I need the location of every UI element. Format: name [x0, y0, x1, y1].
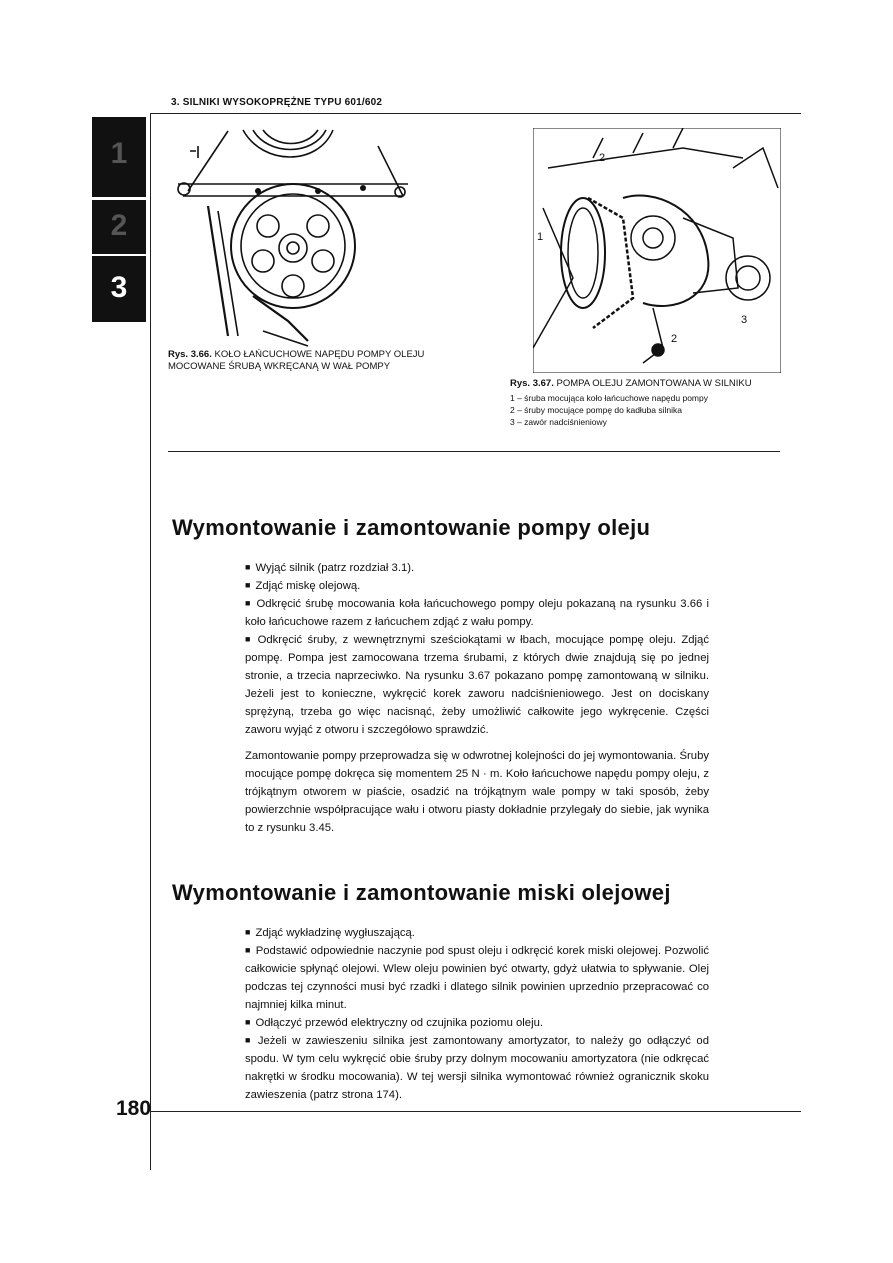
chapter-header: 3. SILNIKI WYSOKOPRĘŻNE TYPU 601/602: [171, 97, 383, 108]
section-title-oil-pump: Wymontowanie i zamontowanie pompy oleju: [172, 515, 651, 540]
footer-rule: [150, 1111, 801, 1112]
step-item: ■ Jeżeli w zawieszeniu silnika jest zamontowany amortyzator, to należy go odłączyć od spodu. W tym celu wykręcić obie śruby przy dolnym mocowaniu amortyzatora (nie odkręcać nakrętki w środku mocowania). W tej wersji silnika wymontować również ogranicznik skoku zawieszenia (patrz strona 174).: [245, 1032, 709, 1104]
chapter-tab-3-label: 3: [110, 271, 128, 304]
figure-separator-rule: [168, 451, 780, 452]
figure-3-67-callout-3: 3: [741, 314, 748, 326]
chapter-tab-2-label: 2: [110, 209, 128, 242]
step-item: ■ Odkręcić śruby, z wewnętrznymi sześciokątami w łbach, mocujące pompę oleju. Zdjąć pompę. Pompa jest zamocowana trzema śrubami, z których dwie znajdują się po jednej stronie, a trzecia naprzeciwko. Na rysunku 3.67 pokazano pompę zamontowaną w silniku. Jeżeli jest to konieczne, wykręcić korek zaworu nadciśnieniowego. Jest on dociskany sprężyną, trzeba go więc nacisnąć, żeby umożliwić całkowite jego wykręcenie. Części zaworu wyjąć z otworu i szczegółowo sprawdzić.: [245, 631, 709, 739]
step-item: ■ Wyjąć silnik (patrz rozdział 3.1).: [245, 559, 709, 577]
step-item: ■ Zdjąć wykładzinę wygłuszającą.: [245, 924, 709, 942]
figure-3-67-label: Rys. 3.67.: [510, 378, 554, 389]
chapter-tab-1-label: 1: [110, 137, 128, 170]
figure-3-67-callout-1: 1: [537, 231, 544, 243]
figure-3-67-callout-2-bottom: 2: [671, 333, 678, 345]
chapter-tab-2[interactable]: [92, 200, 146, 254]
chapter-tab-1[interactable]: [92, 117, 146, 197]
figure-3-67-legend: [510, 392, 790, 428]
page-number: 180: [116, 1097, 152, 1120]
section-title-oil-pan: Wymontowanie i zamontowanie miski olejowej: [172, 880, 671, 905]
header-rule: [150, 113, 801, 114]
figure-3-66-text: KOŁO ŁAŃCUCHOWE NAPĘDU POMPY OLEJU MOCOWANE ŚRUBĄ WKRĘCANĄ W WAŁ POMPY: [168, 349, 425, 372]
figure-3-66-label: Rys. 3.66.: [168, 349, 212, 360]
figure-3-67-text: POMPA OLEJU ZAMONTOWANA W SILNIKU: [556, 378, 752, 389]
step-item: ■ Odkręcić śrubę mocowania koła łańcuchowego pompy oleju pokazaną na rysunku 3.66 i koło łańcuchowe razem z łańcuchem zdjąć z wału pompy.: [245, 595, 709, 631]
chapter-tab-3[interactable]: [92, 256, 146, 322]
figure-3-66-caption: [168, 349, 468, 373]
section-body-oil-pan: [245, 924, 709, 1104]
legend-item: 2 – śruby mocujące pompę do kadłuba silnika: [510, 405, 682, 415]
left-frame-line: [150, 113, 151, 1170]
section-body-oil-pump: [245, 559, 709, 837]
figure-3-67-caption: [510, 378, 790, 390]
step-item: ■ Podstawić odpowiednie naczynie pod spust oleju i odkręcić korek miski olejowej. Pozwolić całkowicie spłynąć olejowi. Wlew oleju powinien być otwarty, gdyż ułatwia to spływanie. Olej podczas tej czynności musi być rzadki i dlatego silnik powinien uprzednio przepracować co najmniej kilka minut.: [245, 942, 709, 1014]
legend-item: 1 – śruba mocująca koło łańcuchowe napędu pompy: [510, 393, 708, 403]
step-item: ■ Odłączyć przewód elektryczny od czujnika poziomu oleju.: [245, 1014, 709, 1032]
figure-3-66-illustration: [168, 126, 418, 351]
legend-item: 3 – zawór nadciśnieniowy: [510, 417, 607, 427]
paragraph: Zamontowanie pompy przeprowadza się w odwrotnej kolejności do jej wymontowania. Śruby mocujące pompę dokręca się momentem 25 N · m. Koło łańcuchowe napędu pompy oleju, z trójkątnym otworem w piaście, osadzić na trójkątnym wale pompy w taki sposób, żeby powierzchnie współpracujące wału i otworu piasty dokładnie przylegały do siebie, jak wynika to z rysunku 3.45.: [245, 750, 709, 834]
step-item: ■ Zdjąć miskę olejową.: [245, 577, 709, 595]
figure-3-67-illustration: [533, 128, 781, 373]
figure-3-67-callout-2-top: 2: [599, 152, 606, 164]
